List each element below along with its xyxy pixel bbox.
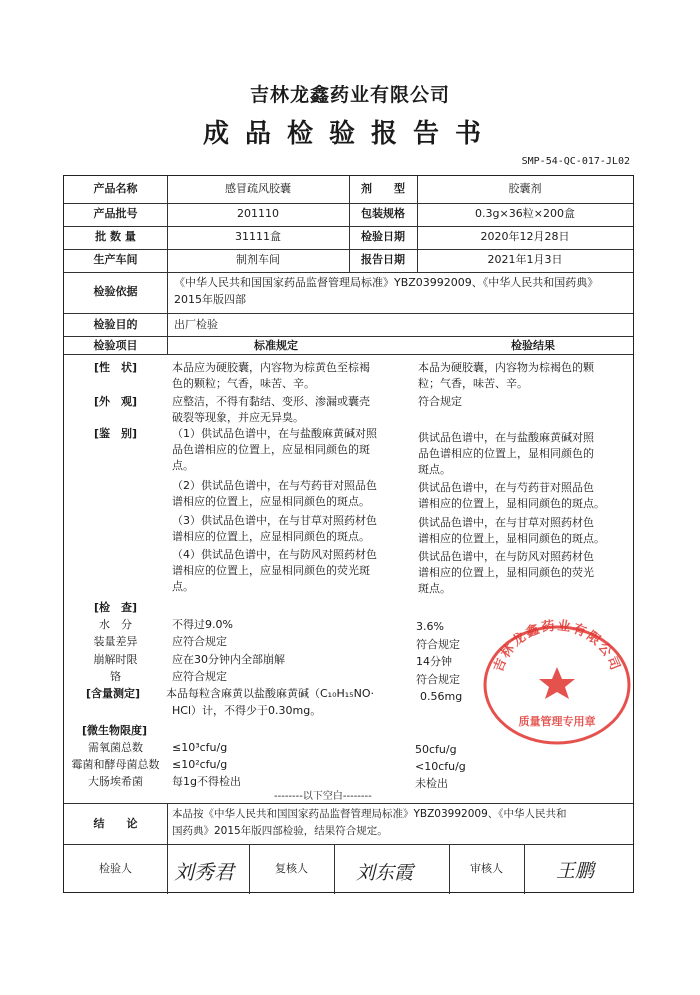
disintegration-label: 崩解时限 <box>93 653 138 666</box>
inspector-signature: 刘秀君 <box>174 860 234 884</box>
aerobic-standard: ≤10³cfu/g <box>172 741 228 754</box>
assay-standard-1: 本品每粒含麻黄以盐酸麻黄碱（C₁₀H₁₅NO· <box>166 687 374 700</box>
moisture-standard: 不得过9.0% <box>172 618 233 631</box>
item-character-label: [性 状] <box>94 361 138 374</box>
col-header-standard: 标准规定 <box>254 339 298 352</box>
ident-4-result-3: 斑点。 <box>418 582 451 595</box>
report-table <box>63 175 634 893</box>
other-check-standard: 应符合规定 <box>172 670 227 683</box>
appearance-standard-1: 应整洁，不得有黏结、变形、渗漏或囊壳 <box>172 395 370 408</box>
ident-4-standard-1: （4）供试品色谱中，在与防风对照药材色 <box>172 548 377 561</box>
ident-4-result-2: 谱相应的位置上，显相同颜色的荧光 <box>418 566 594 579</box>
appearance-standard-2: 破裂等现象，并应无异臭。 <box>172 411 304 424</box>
report-date-value: 2021年1月3日 <box>487 253 563 266</box>
seal-star-icon <box>539 667 575 699</box>
ident-3-result-1: 供试品色谱中，在与甘草对照药材色 <box>418 516 594 529</box>
character-standard-2: 色的颗粒；气香，味苦、辛。 <box>172 377 315 390</box>
ident-4-standard-3: 点。 <box>172 580 194 593</box>
ident-2-standard-1: （2）供试品色谱中，在与芍药苷对照品色 <box>172 479 377 492</box>
ident-4-standard-2: 谱相应的位置上，应显相同颜色的荧光斑 <box>172 564 370 577</box>
character-result-2: 粒；气香，味苦、辛。 <box>418 377 528 390</box>
package-label: 包装规格 <box>361 207 405 220</box>
purpose-label: 检验目的 <box>93 318 138 331</box>
test-date-value: 2020年12月28日 <box>480 230 570 243</box>
dosage-form-label: 剂 型 <box>361 182 405 195</box>
reviewer-label: 复核人 <box>275 862 308 875</box>
mold-result: <10cfu/g <box>415 760 466 773</box>
dosage-form-value: 胶囊剂 <box>508 182 542 195</box>
company-name: 吉林龙鑫药业有限公司 <box>249 84 450 106</box>
aerobic-label: 需氧菌总数 <box>88 741 143 754</box>
purpose-value: 出厂检验 <box>174 318 218 331</box>
ident-4-result-1: 供试品色谱中，在与防风对照药材色 <box>418 550 594 563</box>
fill-variation-label: 装量差异 <box>93 635 138 648</box>
package-value: 0.3g×36粒×200盒 <box>475 207 575 220</box>
character-result-1: 本品为硬胶囊，内容物为棕褐色的颗 <box>418 361 594 374</box>
approver-signature: 王鹏 <box>556 860 595 882</box>
item-assay-label: [含量测定] <box>86 687 141 700</box>
moisture-result: 3.6% <box>416 620 444 633</box>
ident-2-standard-2: 谱相应的位置上，应显相同颜色的斑点。 <box>172 495 370 508</box>
basis-label: 检验依据 <box>93 285 138 298</box>
ident-1-result-2: 品色谱相应的位置上，显相同颜色的 <box>418 447 594 460</box>
product-name-label: 产品名称 <box>93 182 138 195</box>
batch-qty-label: 批 数 量 <box>95 230 136 243</box>
ident-1-result-3: 斑点。 <box>418 463 451 476</box>
conclusion-line-1: 本品按《中华人民共和国国家药品监督管理局标准》YBZ03992009、《中华人民共和 <box>172 808 567 820</box>
moisture-label: 水 分 <box>99 618 132 631</box>
assay-standard-2: HCl）计，不得少于0.30mg。 <box>172 704 322 717</box>
document-title: 成品检验报告书 <box>202 119 497 149</box>
ident-1-standard-3: 点。 <box>172 459 194 472</box>
ecoli-label: 大肠埃希菌 <box>88 775 143 788</box>
item-check-label: [检 查] <box>94 601 138 614</box>
ident-2-result-2: 谱相应的位置上，显相同颜色的斑点。 <box>418 497 605 510</box>
appearance-result: 符合规定 <box>418 395 462 408</box>
disintegration-result: 14分钟 <box>416 655 452 668</box>
document-number: SMP-54-QC-017-JL02 <box>521 156 630 167</box>
item-micro-label: [微生物限度] <box>82 724 148 737</box>
batch-no-value: 201110 <box>237 207 279 220</box>
col-header-result: 检验结果 <box>511 339 555 352</box>
ecoli-standard: 每1g不得检出 <box>172 775 241 788</box>
item-appearance-label: [外 观] <box>94 395 138 408</box>
seal-subtitle: 质量管理专用章 <box>518 715 596 728</box>
inspector-label: 检验人 <box>99 862 132 875</box>
other-check-label: 铬 <box>110 670 121 683</box>
ident-1-standard-1: （1）供试品色谱中，在与盐酸麻黄碱对照 <box>172 427 377 440</box>
batch-no-label: 产品批号 <box>93 207 138 220</box>
mold-label: 霉菌和酵母菌总数 <box>71 758 160 771</box>
reviewer-signature: 刘东霞 <box>356 862 414 884</box>
ident-1-standard-2: 品色谱相应的位置上，应显相同颜色的斑 <box>172 443 370 456</box>
conclusion-label: 结 论 <box>93 817 138 830</box>
ident-2-result-1: 供试品色谱中，在与芍药苷对照品色 <box>418 481 594 494</box>
report-date-label: 报告日期 <box>361 253 405 266</box>
ident-3-standard-1: （3）供试品色谱中，在与甘草对照药材色 <box>172 514 377 527</box>
other-check-result: 符合规定 <box>416 673 460 686</box>
col-header-item: 检验项目 <box>93 339 138 352</box>
ident-1-result-1: 供试品色谱中，在与盐酸麻黄碱对照 <box>418 431 594 444</box>
product-name-value: 感冒疏风胶囊 <box>225 182 291 195</box>
basis-line-2: 2015年版四部 <box>174 293 246 306</box>
aerobic-result: 50cfu/g <box>415 743 457 756</box>
ident-3-result-2: 谱相应的位置上，显相同颜色的斑点。 <box>418 532 605 545</box>
ecoli-result: 未检出 <box>415 777 448 790</box>
mold-standard: ≤10²cfu/g <box>172 758 228 771</box>
fill-variation-result: 符合规定 <box>416 638 460 651</box>
item-identification-label: [鉴 别] <box>94 427 138 440</box>
assay-result: 0.56mg <box>420 690 463 703</box>
workshop-value: 制剂车间 <box>236 253 280 266</box>
character-standard-1: 本品应为硬胶囊，内容物为棕黄色至棕褐 <box>172 361 370 374</box>
seal-ring-text: 吉林龙鑫药业有限公司 <box>491 618 623 675</box>
ident-3-standard-2: 谱相应的位置上，应显相同颜色的斑点。 <box>172 530 370 543</box>
batch-qty-value: 31111盒 <box>235 230 281 243</box>
disintegration-standard: 应在30分钟内全部崩解 <box>172 653 285 666</box>
quality-seal-stamp <box>478 615 636 747</box>
approver-label: 审核人 <box>470 862 503 875</box>
basis-line-1: 《中华人民共和国国家药品监督管理局标准》YBZ03992009、《中华人民共和国药典》 <box>174 276 599 289</box>
fill-variation-standard: 应符合规定 <box>172 635 227 648</box>
test-date-label: 检验日期 <box>361 230 405 243</box>
blank-below-note: --------以下空白-------- <box>274 791 372 802</box>
conclusion-line-2: 国药典》2015年版四部检验，结果符合规定。 <box>172 825 388 837</box>
workshop-label: 生产车间 <box>93 253 138 266</box>
